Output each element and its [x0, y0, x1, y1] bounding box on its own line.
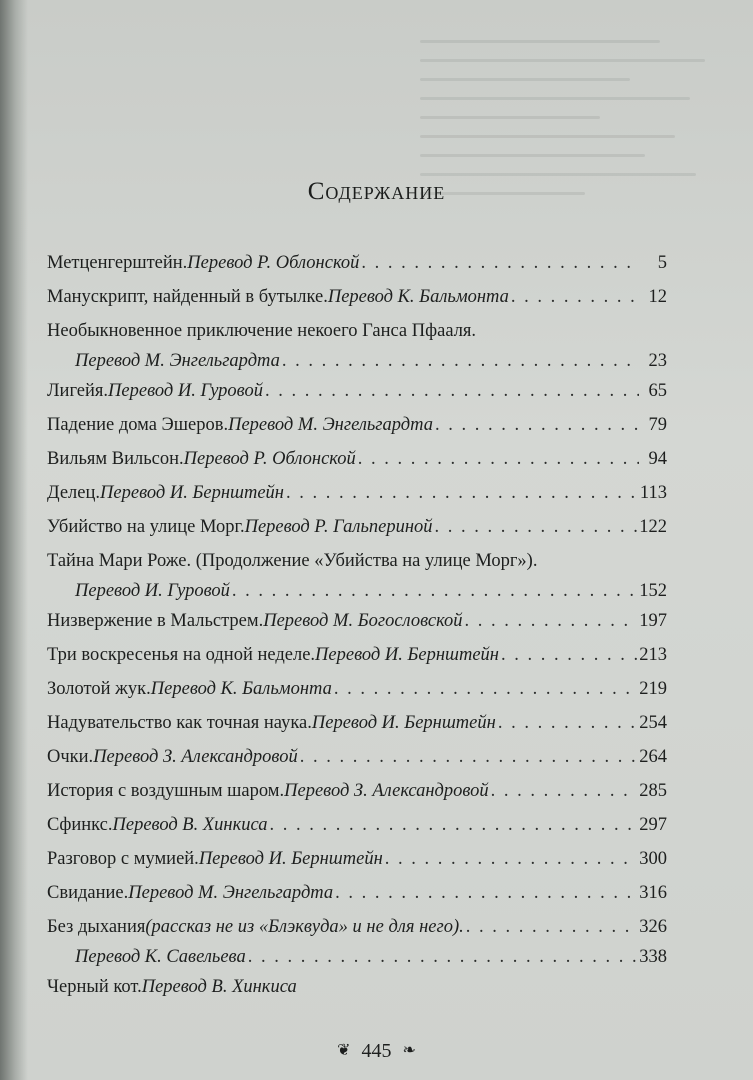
- story-subtitle: (рассказ не из «Блэквуда» и не для него).: [145, 917, 464, 937]
- translator: Перевод М. Энгельгардта: [228, 415, 433, 435]
- toc-entry: [47, 883, 667, 917]
- page-number: 65: [648, 381, 667, 401]
- toc-entry: [47, 713, 667, 747]
- toc-entry: [47, 849, 667, 883]
- toc-entry-continuation: [47, 947, 667, 977]
- leader-dots: [358, 449, 639, 470]
- leader-dots: [265, 381, 639, 402]
- story-title: Манускрипт, найденный в бутылке.: [47, 287, 328, 307]
- toc-entry: [47, 449, 667, 483]
- page-number: 12: [648, 287, 667, 307]
- bleed-through-text: [420, 40, 720, 270]
- translator: Перевод В. Хинкиса: [112, 815, 268, 835]
- page-number: 219: [639, 679, 667, 699]
- page-number: 94: [648, 449, 667, 469]
- translator: Перевод З. Александровой: [93, 747, 298, 767]
- leader-dots: [435, 415, 639, 436]
- page-number: 122: [639, 517, 667, 537]
- story-title: Очки.: [47, 747, 94, 767]
- page-number: 152: [639, 581, 667, 601]
- translator: Перевод Р. Гальпериной: [244, 517, 433, 537]
- story-title: Необыкновенное приключение некоего Ганса Пфааля.: [47, 321, 477, 341]
- toc-entry: [47, 381, 667, 415]
- page-number: 5: [657, 253, 667, 273]
- leader-dots: [511, 287, 639, 308]
- page-number: 316: [639, 883, 667, 903]
- translator: Перевод М. Энгельгардта: [75, 351, 280, 371]
- leader-dots: [491, 781, 638, 802]
- leader-dots: [282, 351, 639, 372]
- page-number: 254: [639, 713, 667, 733]
- toc-entry-continuation: [47, 581, 667, 611]
- contents-heading: Содержание: [307, 178, 446, 205]
- toc-entry: [47, 321, 667, 351]
- leader-dots: [286, 483, 638, 504]
- toc-entry: [47, 551, 667, 581]
- toc-entry: [47, 483, 667, 517]
- story-title: Сфинкс.: [47, 815, 113, 835]
- leader-dots: [334, 679, 637, 700]
- page-number: 197: [639, 611, 667, 631]
- leader-dots: [361, 253, 639, 274]
- toc-entry: [47, 415, 667, 449]
- story-title: Низвержение в Мальстрем.: [47, 611, 264, 631]
- leader-dots: [335, 883, 637, 904]
- story-title: Золотой жук.: [47, 679, 151, 699]
- page-number: 297: [639, 815, 667, 835]
- page-number: 113: [639, 483, 667, 503]
- translator: Перевод М. Богословской: [263, 611, 463, 631]
- story-title: Делец.: [47, 483, 101, 503]
- toc-entry: [47, 645, 667, 679]
- folio-number: 445: [361, 1040, 392, 1062]
- story-title: Метценгерштейн.: [47, 253, 188, 273]
- leader-dots: [435, 517, 638, 538]
- translator: Перевод Р. Облонской: [183, 449, 356, 469]
- translator: Перевод И. Бернштейн: [198, 849, 383, 869]
- story-title: Три воскресенья на одной неделе.: [47, 645, 316, 665]
- floral-ornament-left-icon: ❦: [337, 1042, 351, 1059]
- leader-dots: [232, 581, 637, 602]
- leader-dots: [501, 645, 637, 666]
- page-number: 338: [639, 947, 667, 967]
- toc-entry: [47, 747, 667, 781]
- leader-dots: [269, 815, 637, 836]
- story-title: Лигейя.: [47, 381, 109, 401]
- translator: Перевод В. Хинкиса: [141, 977, 297, 997]
- toc-entry: [47, 517, 667, 551]
- story-title: Свидание.: [47, 883, 129, 903]
- translator: Перевод З. Александровой: [284, 781, 489, 801]
- toc-entry: [47, 917, 667, 947]
- story-title: Надувательство как точная наука.: [47, 713, 312, 733]
- translator: Перевод К. Савельева: [75, 947, 246, 967]
- story-title: Падение дома Эшеров.: [47, 415, 229, 435]
- toc-entry: [47, 611, 667, 645]
- story-title: Разговор с мумией.: [47, 849, 199, 869]
- leader-dots: [248, 947, 638, 968]
- toc-entry: [47, 253, 667, 287]
- story-title: Убийство на улице Морг.: [47, 517, 245, 537]
- toc-entry: [47, 781, 667, 815]
- story-title: История с воздушным шаром.: [47, 781, 285, 801]
- leader-dots: [465, 611, 638, 632]
- leader-dots: [300, 747, 638, 768]
- translator: Перевод К. Бальмонта: [150, 679, 332, 699]
- leader-dots: [466, 917, 638, 938]
- leader-dots: [498, 713, 637, 734]
- translator: Перевод И. Бернштейн: [315, 645, 499, 665]
- translator: Перевод И. Гуровой: [75, 581, 230, 601]
- toc-entry: [47, 287, 667, 321]
- page-number: 264: [639, 747, 667, 767]
- page-number: 285: [639, 781, 667, 801]
- translator: Перевод И. Бернштейн: [100, 483, 284, 503]
- page-number: 326: [639, 917, 667, 937]
- table-of-contents: [47, 253, 667, 1011]
- story-title: Вильям Вильсон.: [47, 449, 184, 469]
- toc-entry-continuation: [47, 351, 667, 381]
- toc-entry: [47, 977, 667, 1011]
- toc-entry: [47, 815, 667, 849]
- page-footer: [0, 1040, 753, 1063]
- page-number: 79: [648, 415, 667, 435]
- story-title: Черный кот.: [47, 977, 142, 997]
- translator: Перевод И. Бернштейн: [311, 713, 496, 733]
- page-number: 213: [639, 645, 667, 665]
- leader-dots: [385, 849, 638, 870]
- translator: Перевод М. Энгельгардта: [128, 883, 334, 903]
- story-title: Без дыхания: [47, 917, 146, 937]
- floral-ornament-right-icon: ❧: [402, 1042, 416, 1059]
- translator: Перевод И. Гуровой: [108, 381, 263, 401]
- page-gutter-shadow: [0, 0, 28, 1080]
- translator: Перевод К. Бальмонта: [327, 287, 509, 307]
- story-title: Тайна Мари Роже. (Продолжение «Убийства на улице Морг»).: [47, 551, 538, 571]
- translator: Перевод Р. Облонской: [187, 253, 360, 273]
- toc-entry: [47, 679, 667, 713]
- page-number: 300: [639, 849, 667, 869]
- page-number: 23: [648, 351, 667, 371]
